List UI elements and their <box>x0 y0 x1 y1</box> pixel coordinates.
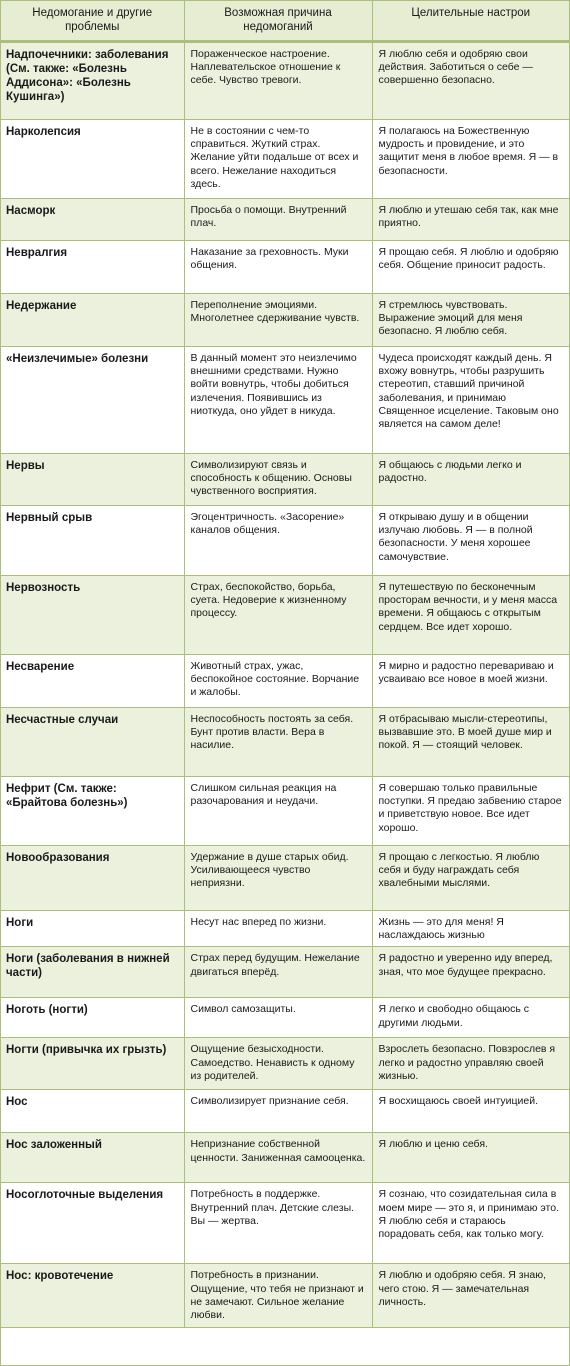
table-row <box>1 454 569 506</box>
table-row <box>1 347 569 454</box>
affirmation-cell: Я общаюсь с людьми легко и радостно. <box>372 454 569 506</box>
header-affirmation: Целительные настрои <box>372 1 569 42</box>
condition-cell: «Неизлечимые» болезни <box>1 347 184 454</box>
table-row <box>1 1264 569 1328</box>
table-row <box>1 911 569 947</box>
condition-cell: Нервный срыв <box>1 506 184 576</box>
condition-cell: Недержание <box>1 294 184 347</box>
table-row <box>1 947 569 998</box>
cause-cell: Страх перед будущим. Нежелание двигаться вперёд. <box>184 947 372 998</box>
table-row <box>1 506 569 576</box>
affirmation-cell: Я полагаюсь на Божественную мудрость и провидение, и это защитит меня в любое время. Я — в безопасности. <box>372 120 569 199</box>
affirmation-cell: Я путешествую по бесконечным просторам вечности, и у меня масса времени. Я общаюсь с открытым сердцем. Все идет хорошо. <box>372 576 569 655</box>
condition-cell: Невралгия <box>1 241 184 294</box>
cause-cell: Слишком сильная реакция на разочарования и неудачи. <box>184 777 372 846</box>
table-row <box>1 655 569 708</box>
cause-cell: Символизируют связь и способность к общению. Основы чувственного восприятия. <box>184 454 372 506</box>
condition-cell: Ноги <box>1 911 184 947</box>
cause-cell: Символ самозащиты. <box>184 998 372 1038</box>
cause-cell: Потребность в признании. Ощущение, что тебя не признают и не замечают. Сильное желание любви. <box>184 1264 372 1328</box>
condition-cell: Нос заложенный <box>1 1133 184 1183</box>
table-row <box>1 998 569 1038</box>
table-row <box>1 846 569 911</box>
cause-cell: В данный момент это неизлечимо внешними средствами. Нужно войти вовнутрь, чтобы добиться излечения. Появившись из ниоткуда, оно уйдет в никуда. <box>184 347 372 454</box>
condition-cell: Ногти (привычка их грызть) <box>1 1038 184 1090</box>
affirmation-cell: Я прощаю с легкостью. Я люблю себя и буду награждать себя хвалебными мыслями. <box>372 846 569 911</box>
table-row <box>1 576 569 655</box>
ailments-table <box>1 1 569 1328</box>
table-row <box>1 708 569 777</box>
condition-cell: Нефрит (См. также: «Брайтова болезнь») <box>1 777 184 846</box>
cause-cell: Не в состоянии с чем-то справиться. Жуткий страх. Желание уйти подальше от всех и всего. Нежелание находиться здесь. <box>184 120 372 199</box>
affirmation-cell: Я отбрасываю мысли-стереотипы, вызвавшие это. В моей душе мир и покой. Я — стоящий человек. <box>372 708 569 777</box>
cause-cell: Символизирует признание себя. <box>184 1090 372 1133</box>
condition-cell: Нервозность <box>1 576 184 655</box>
affirmation-cell: Я радостно и уверенно иду вперед, зная, что мое будущее прекрасно. <box>372 947 569 998</box>
table-row <box>1 294 569 347</box>
cause-cell: Непризнание собственной ценности. Заниженная самооценка. <box>184 1133 372 1183</box>
condition-cell: Нервы <box>1 454 184 506</box>
affirmation-cell: Взрослеть безопасно. Повзрослев я легко и радостно управляю своей жизнью. <box>372 1038 569 1090</box>
table-row <box>1 1038 569 1090</box>
affirmation-cell: Я люблю и утешаю себя так, как мне приятно. <box>372 199 569 241</box>
affirmation-cell: Я сознаю, что созидательная сила в моем мире — это я, и принимаю это. Я люблю себя и стараюсь порадовать себя, как только могу. <box>372 1183 569 1264</box>
cause-cell: Неспособность постоять за себя. Бунт против власти. Вера в насилие. <box>184 708 372 777</box>
table-row <box>1 1133 569 1183</box>
table-row <box>1 42 569 120</box>
table-row <box>1 120 569 199</box>
condition-cell: Носоглоточные выделения <box>1 1183 184 1264</box>
cause-cell: Пораженческое настроение. Наплевательское отношение к себе. Чувство тревоги. <box>184 42 372 120</box>
condition-cell: Нос: кровотечение <box>1 1264 184 1328</box>
affirmation-cell: Я люблю себя и одобряю свои действия. Заботиться о себе — совершенно безопасно. <box>372 42 569 120</box>
table-row <box>1 1183 569 1264</box>
affirmation-cell: Я люблю и ценю себя. <box>372 1133 569 1183</box>
affirmation-cell: Жизнь — это для меня! Я наслаждаюсь жизнью <box>372 911 569 947</box>
cause-cell: Наказание за греховность. Муки общения. <box>184 241 372 294</box>
cause-cell: Переполнение эмоциями. Многолетнее сдерживание чувств. <box>184 294 372 347</box>
condition-cell: Нос <box>1 1090 184 1133</box>
table-row <box>1 777 569 846</box>
condition-cell: Ноги (заболевания в нижней части) <box>1 947 184 998</box>
table-row <box>1 199 569 241</box>
cause-cell: Удержание в душе старых обид. Усиливающееся чувство неприязни. <box>184 846 372 911</box>
cause-cell: Страх, беспокойство, борьба, суета. Недоверие к жизненному процессу. <box>184 576 372 655</box>
condition-cell: Несварение <box>1 655 184 708</box>
condition-cell: Насморк <box>1 199 184 241</box>
condition-cell: Надпочечники: заболевания (См. также: «Болезнь Аддисона»: «Болезнь Кушинга») <box>1 42 184 120</box>
table-row <box>1 1090 569 1133</box>
header-condition: Недомогание и другие проблемы <box>1 1 184 42</box>
cause-cell: Эгоцентричность. «Засорение» каналов общения. <box>184 506 372 576</box>
affirmation-cell: Я люблю и одобряю себя. Я знаю, чего стою. Я — замечательная личность. <box>372 1264 569 1328</box>
affirmation-cell: Я открываю душу и в общении излучаю любовь. Я — в полной безопасности. У меня хорошее самочувствие. <box>372 506 569 576</box>
cause-cell: Потребность в поддержке. Внутренний плач. Детские слезы. Вы — жертва. <box>184 1183 372 1264</box>
cause-cell: Животный страх, ужас, беспокойное состояние. Ворчание и жалобы. <box>184 655 372 708</box>
header-cause: Возможная причина недомоганий <box>184 1 372 42</box>
condition-cell: Нарколепсия <box>1 120 184 199</box>
cause-cell: Ощущение безысходности. Самоедство. Ненависть к одному из родителей. <box>184 1038 372 1090</box>
table-header-row <box>1 1 569 42</box>
condition-cell: Несчастные случаи <box>1 708 184 777</box>
affirmation-cell: Я восхищаюсь своей интуицией. <box>372 1090 569 1133</box>
affirmation-cell: Я мирно и радостно перевариваю и усваиваю все новое в моей жизни. <box>372 655 569 708</box>
condition-cell: Ноготь (ногти) <box>1 998 184 1038</box>
condition-cell: Новообразования <box>1 846 184 911</box>
affirmation-cell: Чудеса происходят каждый день. Я вхожу вовнутрь, чтобы разрушить стереотип, ставший причиной заболевания, и принимаю Священное исцеление. Таковым оно является на самом деле! <box>372 347 569 454</box>
table-row <box>1 241 569 294</box>
cause-cell: Просьба о помощи. Внутренний плач. <box>184 199 372 241</box>
affirmation-cell: Я стремлюсь чувствовать. Выражение эмоций для меня безопасно. Я люблю себя. <box>372 294 569 347</box>
table-body <box>1 42 569 1328</box>
cause-cell: Несут нас вперед по жизни. <box>184 911 372 947</box>
affirmation-cell: Я прощаю себя. Я люблю и одобряю себя. Общение приносит радость. <box>372 241 569 294</box>
affirmation-cell: Я совершаю только правильные поступки. Я предаю забвению старое и приветствую новое. Все идет хорошо. <box>372 777 569 846</box>
affirmation-cell: Я легко и свободно общаюсь с другими людьми. <box>372 998 569 1038</box>
